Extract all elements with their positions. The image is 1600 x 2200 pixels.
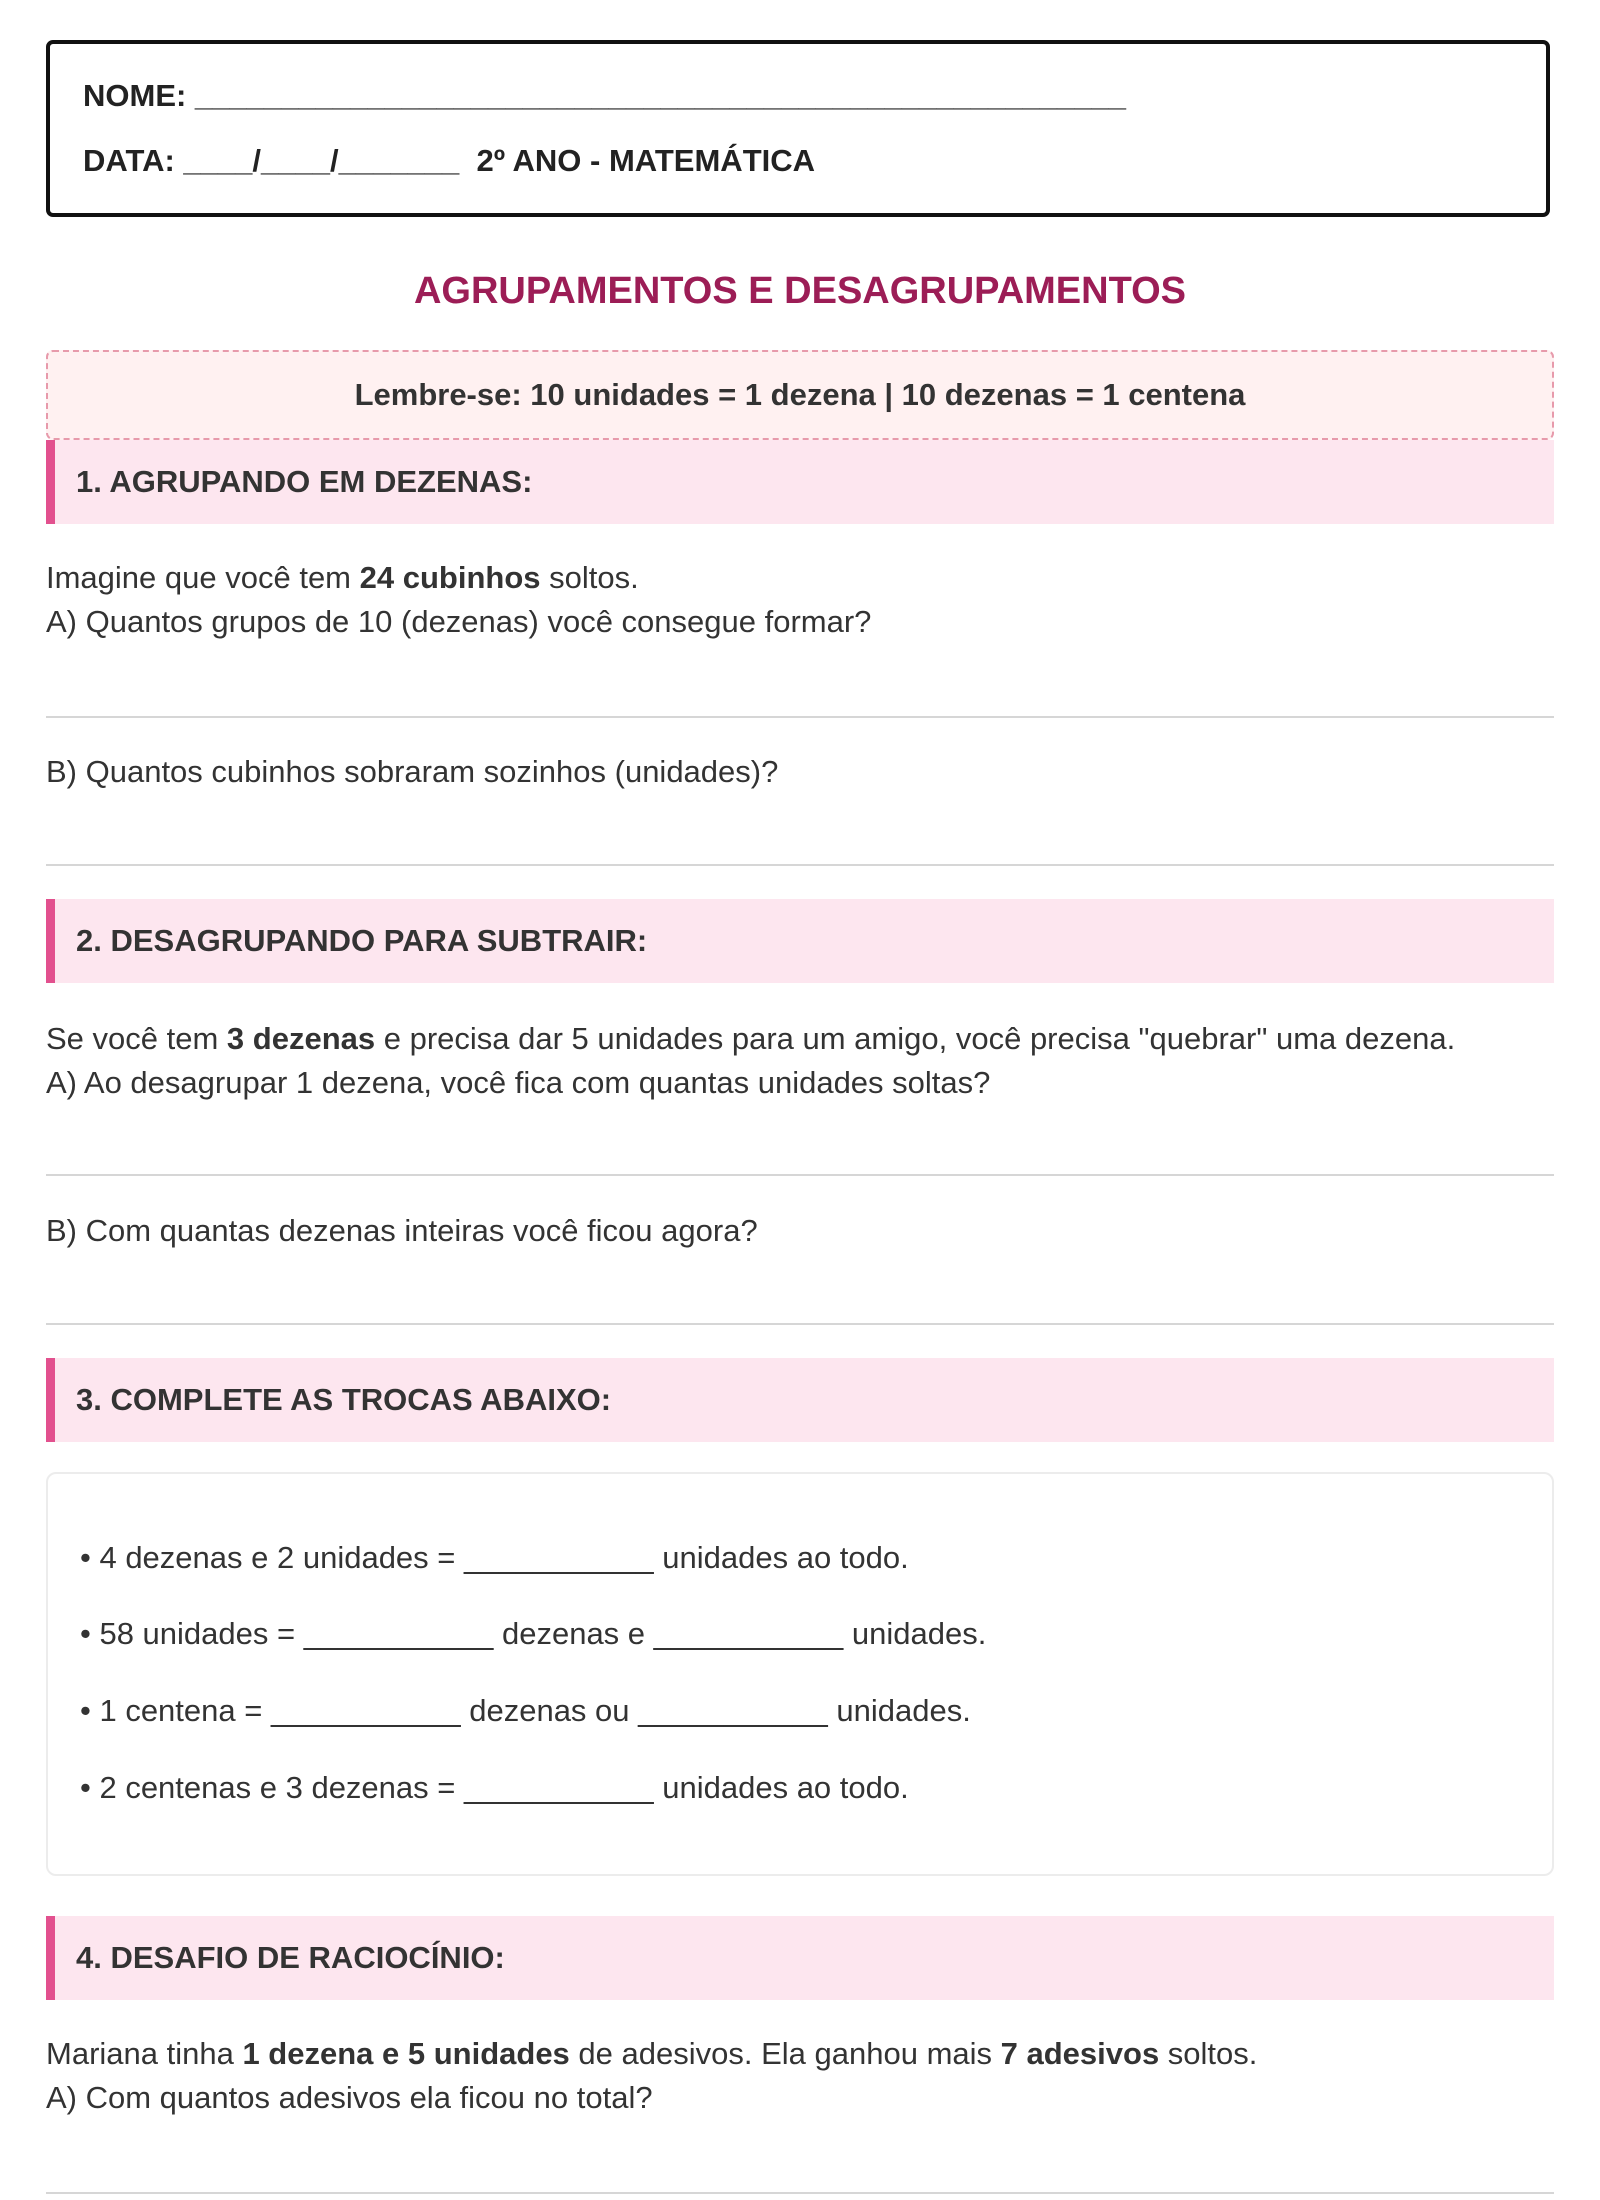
section-4-intro: Mariana tinha 1 dezena e 5 unidades de adesivos. Ela ganhou mais 7 adesivos soltos. — [46, 2036, 1258, 2071]
section-2-question-b: B) Com quantas dezenas inteiras você ficou agora? — [46, 1213, 758, 1248]
exchange-item: • 1 centena = ___________ dezenas ou ___________ unidades. — [80, 1693, 971, 1728]
answer-line — [46, 864, 1554, 866]
answer-line — [46, 2192, 1554, 2194]
exchange-item: • 2 centenas e 3 dezenas = ___________ unidades ao todo. — [80, 1770, 909, 1805]
section-4-heading: 4. DESAFIO DE RACIOCÍNIO: — [46, 1916, 1554, 2000]
answer-line — [46, 716, 1554, 718]
exchange-item: • 58 unidades = ___________ dezenas e ___________ unidades. — [80, 1616, 987, 1651]
section-2-heading: 2. DESAGRUPANDO PARA SUBTRAIR: — [46, 899, 1554, 983]
date-field-line: DATA: ____/____/_______ 2º ANO - MATEMÁTICA — [83, 143, 816, 178]
name-field-line: NOME: ______________________________________________________ — [83, 78, 1126, 113]
section-2-intro: Se você tem 3 dezenas e precisa dar 5 unidades para um amigo, você precisa "quebrar" uma dezena. — [46, 1021, 1456, 1056]
header-box — [46, 40, 1550, 217]
section-4-question-a: A) Com quantos adesivos ela ficou no total? — [46, 2080, 653, 2115]
section-3-heading: 3. COMPLETE AS TROCAS ABAIXO: — [46, 1358, 1554, 1442]
section-1-question-a: A) Quantos grupos de 10 (dezenas) você consegue formar? — [46, 604, 872, 639]
section-2-question-a: A) Ao desagrupar 1 dezena, você fica com quantas unidades soltas? — [46, 1065, 991, 1100]
section-1-heading: 1. AGRUPANDO EM DEZENAS: — [46, 440, 1554, 524]
reminder-box: Lembre-se: 10 unidades = 1 dezena | 10 dezenas = 1 centena — [46, 350, 1554, 440]
exchange-item: • 4 dezenas e 2 unidades = ___________ unidades ao todo. — [80, 1540, 909, 1575]
section-1-intro: Imagine que você tem 24 cubinhos soltos. — [46, 560, 639, 595]
answer-line — [46, 1174, 1554, 1176]
exchange-box — [46, 1472, 1554, 1876]
answer-line — [46, 1323, 1554, 1325]
worksheet-title: AGRUPAMENTOS E DESAGRUPAMENTOS — [413, 270, 1187, 312]
section-1-question-b: B) Quantos cubinhos sobraram sozinhos (unidades)? — [46, 754, 779, 789]
